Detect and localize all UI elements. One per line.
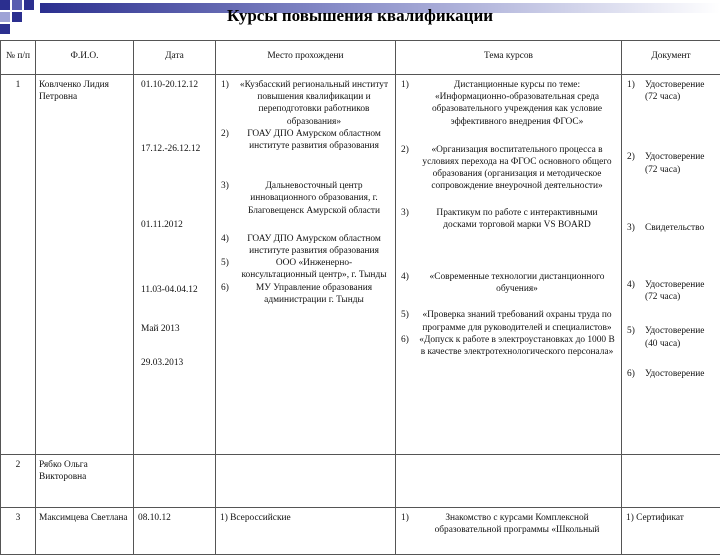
courses-table xyxy=(0,40,720,555)
document-item: 5) Удостоверение (40 часа) xyxy=(625,325,717,349)
header-number: № п/п xyxy=(1,41,36,75)
row-number: 3 xyxy=(1,508,36,555)
header-name: Ф.И.О. xyxy=(36,41,134,75)
document-item: 4) Удостоверение (72 часа) xyxy=(625,279,717,303)
date-entry: 01.10-20.12.12 xyxy=(137,79,212,91)
document-item: 6) Удостоверение xyxy=(625,368,717,380)
table-row xyxy=(1,508,720,555)
document-cell xyxy=(622,75,720,455)
place-item: 5) ООО «Инженерно-консультационный центр», г. Тынды xyxy=(219,257,392,281)
table-header-row xyxy=(1,41,720,75)
topic-item: 4) «Современные технологии дистанционного обучения» xyxy=(399,271,618,295)
date-entry: 08.10.12 xyxy=(134,508,215,528)
name-cell xyxy=(36,75,134,455)
document-item: 1) Сертификат xyxy=(622,508,720,528)
date-entry: 01.11.2012 xyxy=(137,219,212,231)
header-topic: Тема курсов xyxy=(396,41,622,75)
document-item: 3) Свидетельство xyxy=(625,222,717,234)
topic-item: 5) «Проверка знаний требований охраны труда по программе для руководителей и специалистов» xyxy=(399,309,618,333)
topic-item: 2) «Организация воспитательного процесса в условиях перехода на ФГОС основного общего образования (организация и методическое сопровождение внеурочной деятельности» xyxy=(399,144,618,193)
table-row xyxy=(1,75,720,455)
person-name: Рябко Ольга Викторовна xyxy=(36,455,133,487)
header-place: Место прохождени xyxy=(216,41,396,75)
page-title: Курсы повышения квалификации xyxy=(0,6,720,26)
row-number: 2 xyxy=(1,455,36,508)
date-cell xyxy=(134,455,216,508)
date-entry: 11.03-04.04.12 xyxy=(137,284,212,296)
place-cell xyxy=(216,75,396,455)
place-item: 1) «Кузбасский региональный институт повышения квалификации и переподготовки работников образования» xyxy=(219,79,392,128)
topic-item: 6) «Допуск к работе в электроустановках до 1000 В в качестве электротехнологического персонала» xyxy=(399,334,618,358)
place-cell xyxy=(216,508,396,555)
document-cell xyxy=(622,508,720,555)
date-cell xyxy=(134,508,216,555)
place-item: 1) Всероссийские xyxy=(216,508,395,528)
header-date: Дата xyxy=(134,41,216,75)
document-item: 2) Удостоверение (72 часа) xyxy=(625,151,717,175)
place-item: 4) ГОАУ ДПО Амурском областном институте развития образования xyxy=(219,233,392,257)
place-item: 6) МУ Управление образования администрации г. Тынды xyxy=(219,282,392,306)
header-document: Документ xyxy=(622,41,720,75)
name-cell xyxy=(36,455,134,508)
person-name: Максимцева Светлана xyxy=(36,508,133,528)
topic-cell xyxy=(396,455,622,508)
date-entry: 17.12.-26.12.12 xyxy=(137,143,212,155)
place-item: 3) Дальневосточный центр инновационного образования, г. Благовещенск Амурской области xyxy=(219,180,392,217)
topic-item: 1) Знакомство с курсами Комплексной образовательной программы «Школьный xyxy=(396,508,621,540)
person-name: Ковлченко Лидия Петровна xyxy=(36,75,133,107)
document-cell xyxy=(622,455,720,508)
date-cell xyxy=(134,75,216,455)
topic-item: 1) Дистанционные курсы по теме: «Информационно-образовательная среда образовательного учреждения как условие эффективного внедрения ФГОС» xyxy=(399,79,618,128)
topic-cell xyxy=(396,75,622,455)
topic-item: 3) Практикум по работе с интерактивными досками торговой марки VS BOARD xyxy=(399,207,618,231)
name-cell xyxy=(36,508,134,555)
table-row xyxy=(1,455,720,508)
date-entry: 29.03.2013 xyxy=(137,357,212,369)
row-number: 1 xyxy=(1,75,36,455)
date-entry: Май 2013 xyxy=(137,323,212,335)
document-item: 1) Удостоверение (72 часа) xyxy=(625,79,717,103)
place-item: 2) ГОАУ ДПО Амурском областном институте развития образования xyxy=(219,128,392,152)
place-cell xyxy=(216,455,396,508)
topic-cell xyxy=(396,508,622,555)
